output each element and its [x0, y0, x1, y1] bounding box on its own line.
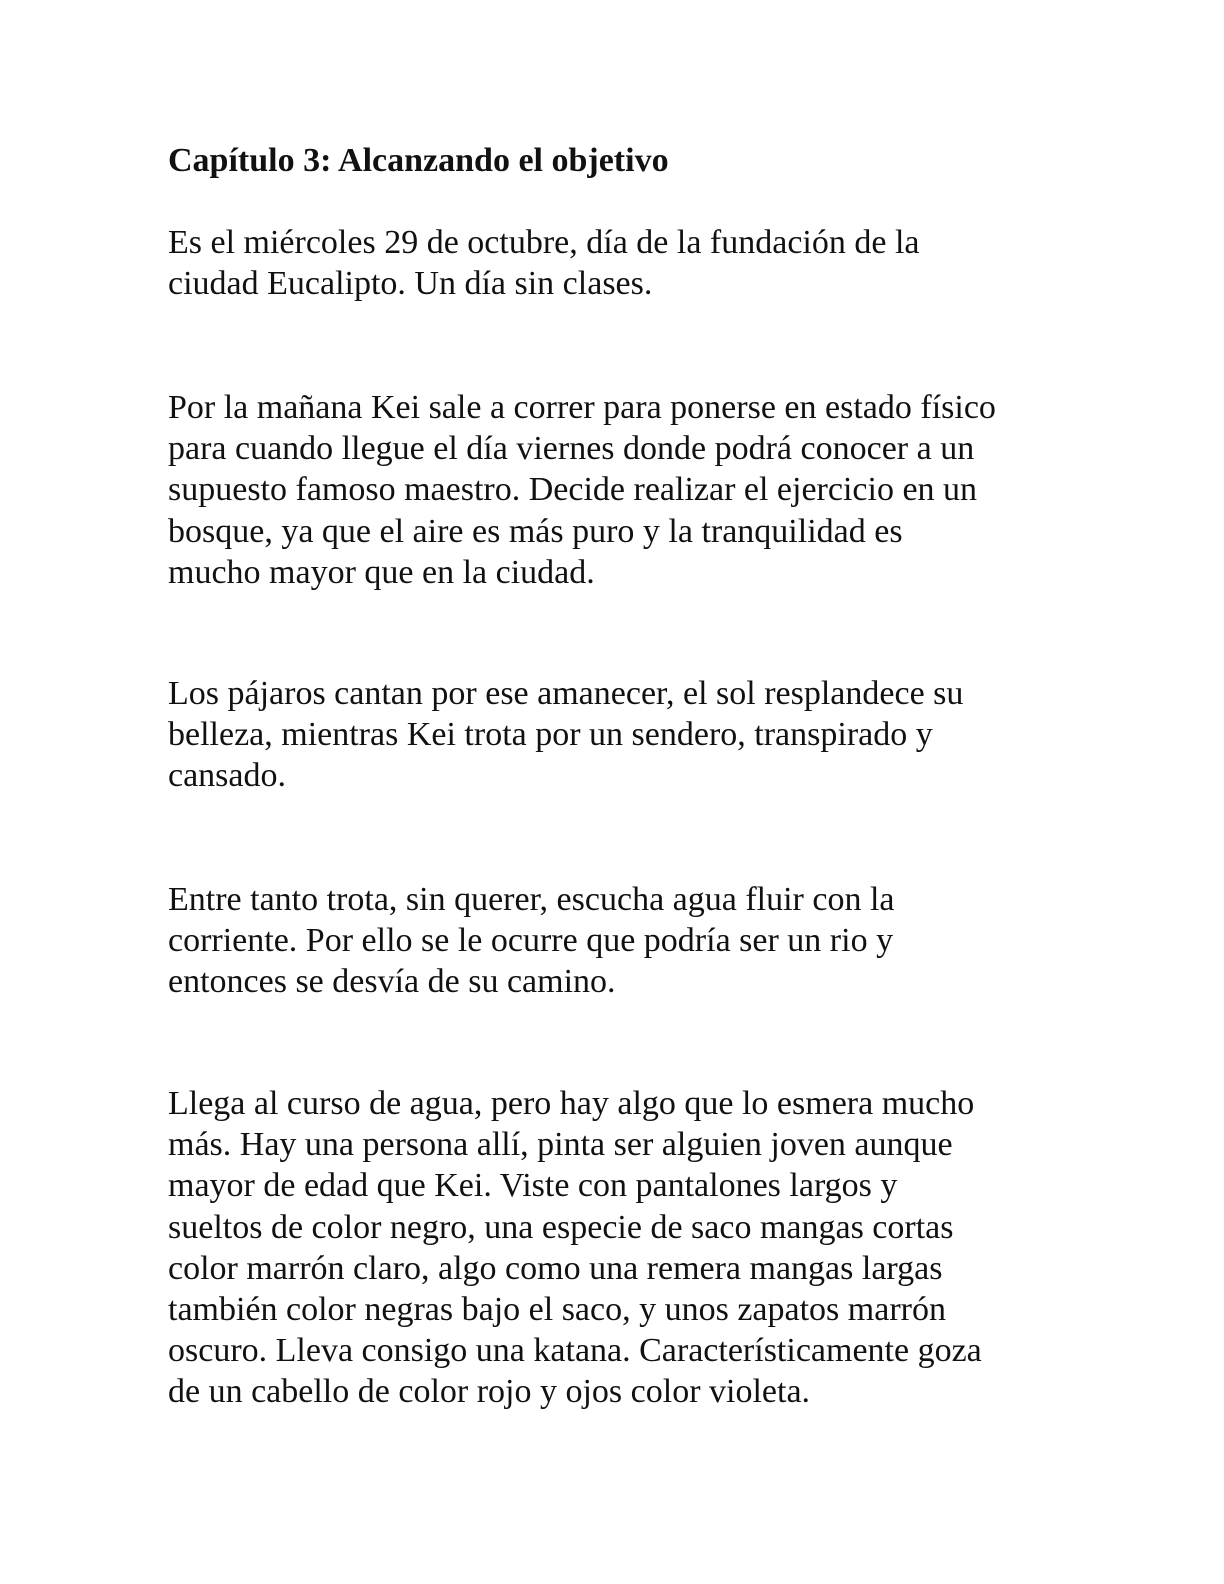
paragraph-line: para cuando llegue el día viernes donde podrá conocer a un [168, 430, 975, 468]
paragraph-line: supuesto famoso maestro. Decide realizar el ejercicio en un [168, 471, 978, 509]
paragraph-line: Llega al curso de agua, pero hay algo que lo esmera mucho [168, 1085, 975, 1122]
paragraph-line: Es el miércoles 29 de octubre, día de la fundación de la [168, 224, 920, 261]
paragraph-3 [168, 673, 1068, 797]
paragraph-2 [168, 387, 1068, 593]
chapter-title: Capítulo 3: Alcanzando el objetivo [168, 142, 669, 179]
paragraph-line: de un cabello de color rojo y ojos color violeta. [168, 1373, 811, 1411]
paragraph-line: sueltos de color negro, una especie de saco mangas cortas [168, 1208, 954, 1246]
paragraph-line: mucho mayor que en la ciudad. [168, 553, 595, 591]
paragraph-5 [168, 1083, 1068, 1413]
paragraph-line: ciudad Eucalipto. Un día sin clases. [168, 265, 653, 303]
paragraph-line: cansado. [168, 757, 287, 795]
paragraph-line: Entre tanto trota, sin querer, escucha agua fluir con la [168, 881, 895, 918]
paragraph-line: belleza, mientras Kei trota por un sendero, transpirado y [168, 716, 933, 754]
paragraph-line: Por la mañana Kei sale a correr para ponerse en estado físico [168, 389, 996, 426]
paragraph-1 [168, 222, 1068, 304]
paragraph-line: también color negras bajo el saco, y unos zapatos marrón [168, 1291, 946, 1329]
paragraph-line: oscuro. Lleva consigo una katana. Característicamente goza [168, 1332, 982, 1370]
paragraph-line: entonces se desvía de su camino. [168, 963, 616, 1001]
paragraph-line: más. Hay una persona allí, pinta ser alguien joven aunque [168, 1126, 953, 1164]
paragraph-line: bosque, ya que el aire es más puro y la tranquilidad es [168, 512, 903, 550]
paragraph-line: color marrón claro, algo como una remera mangas largas [168, 1249, 943, 1287]
paragraph-line: mayor de edad que Kei. Viste con pantalones largos y [168, 1167, 898, 1205]
paragraph-line: Los pájaros cantan por ese amanecer, el sol resplandece su [168, 675, 964, 712]
paragraph-4 [168, 879, 1068, 1003]
paragraph-line: corriente. Por ello se le ocurre que podría ser un rio y [168, 922, 894, 960]
